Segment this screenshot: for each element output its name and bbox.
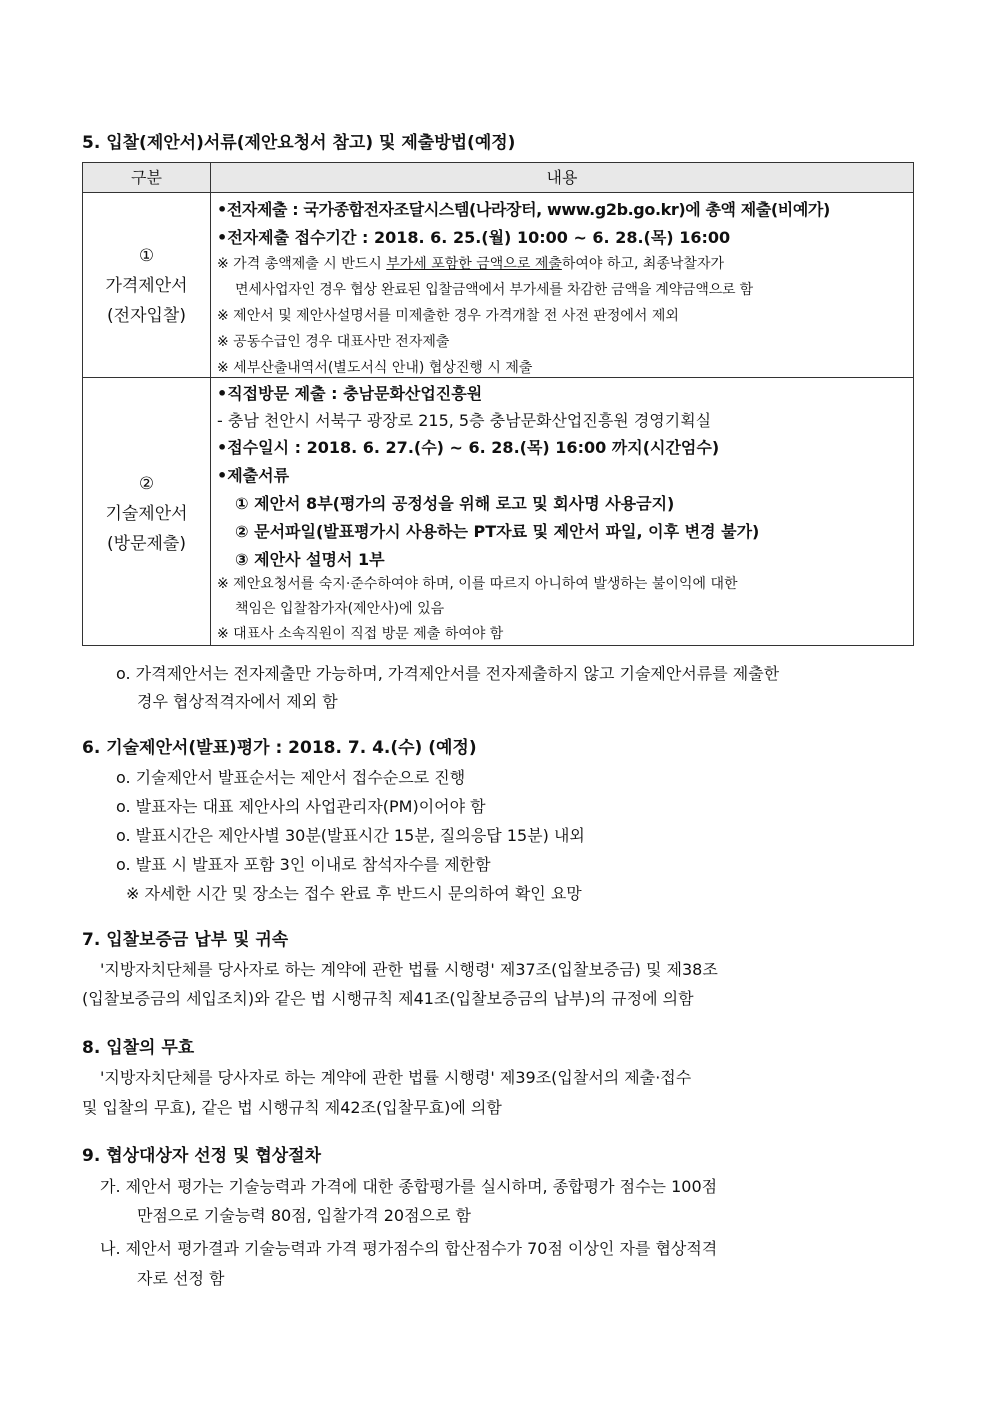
table-header-divider <box>83 192 913 193</box>
row2-doc-3: ③ 제안사 설명서 1부 <box>235 550 385 569</box>
row2-number: ② <box>138 474 155 494</box>
table-column-divider <box>210 163 211 645</box>
section-8-line-1: '지방자치단체를 당사자로 하는 계약에 관한 법률 시행령' 제39조(입찰서의 제출·접수 <box>100 1068 692 1087</box>
row2-doc-1: ① 제안서 8부(평가의 공정성을 위해 로고 및 회사명 사용금지) <box>235 494 675 513</box>
row1-note-2: ※ 제안서 및 제안사설명서를 미제출한 경우 가격개찰 전 사전 판정에서 제외 <box>217 308 679 324</box>
row2-note-1: ※ 제안요청서를 숙지·준수하여야 하며, 이를 따르지 아니하여 발생하는 불이익에 대한 <box>217 576 738 592</box>
row2-doc-2: ② 문서파일(발표평가시 사용하는 PT자료 및 제안서 파일, 이후 변경 불가) <box>235 522 760 541</box>
row2-note-1-cont: 책임은 입찰참가자(제안사)에 있음 <box>235 601 445 617</box>
row2-line-visit: •직접방문 제출 : 충남문화산업진흥원 <box>217 384 483 403</box>
row1-name: 가격제안서 <box>105 276 188 296</box>
table-header-content: 내용 <box>546 168 578 187</box>
section-6-note: ※ 자세한 시간 및 장소는 접수 완료 후 반드시 문의하여 확인 요망 <box>126 884 582 903</box>
section-5-remark-1: o. 가격제안서는 전자제출만 가능하며, 가격제안서를 전자제출하지 않고 기술제안서류를 제출한 <box>116 664 780 683</box>
vat-included-emphasis: 부가세 포함한 금액으로 제출 <box>386 256 562 272</box>
section-6-item-2: o. 발표자는 대표 제안사의 사업관리자(PM)이어야 함 <box>116 797 486 816</box>
section-6-item-4: o. 발표 시 발표자 포함 3인 이내로 참석자수를 제한함 <box>116 855 491 874</box>
section-7-line-2: (입찰보증금의 세입조치)와 같은 법 시행규칙 제41조(입찰보증금의 납부)의 규정에 의함 <box>82 989 694 1008</box>
section-7-line-1: '지방자치단체를 당사자로 하는 계약에 관한 법률 시행령' 제37조(입찰보증금) 및 제38조 <box>100 960 718 979</box>
row1-note-1: ※ 가격 총액제출 시 반드시 부가세 포함한 금액으로 제출하여야 하고, 최종낙찰자가 <box>217 256 724 272</box>
row2-note-2: ※ 대표사 소속직원이 직접 방문 제출 하여야 함 <box>217 626 504 642</box>
row2-line-docs: •제출서류 <box>217 466 290 485</box>
section-9-title: 9. 협상대상자 선정 및 협상절차 <box>82 1146 322 1166</box>
row1-line-e-submit: •전자제출 : 국가종합전자조달시스템(나라장터, www.g2b.go.kr)에 총액 제출(비예가) <box>217 200 830 219</box>
section-9-item-b-2: 자로 선정 함 <box>137 1269 225 1288</box>
row1-note-3: ※ 공동수급인 경우 대표사만 전자제출 <box>217 334 450 350</box>
row2-name: 기술제안서 <box>105 504 188 524</box>
section-8-line-2: 및 입찰의 무효), 같은 법 시행규칙 제42조(입찰무효)에 의함 <box>82 1098 502 1117</box>
section-6-item-3: o. 발표시간은 제안사별 30분(발표시간 15분, 질의응답 15분) 내외 <box>116 826 585 845</box>
section-9-item-b-1: 나. 제안서 평가결과 기술능력과 가격 평가점수의 합산점수가 70점 이상인 자를 협상적격 <box>100 1239 718 1258</box>
section-9-item-a-1: 가. 제안서 평가는 기술능력과 가격에 대한 종합평가를 실시하며, 종합평가 점수는 100점 <box>100 1177 718 1196</box>
section-7-title: 7. 입찰보증금 납부 및 귀속 <box>82 930 289 950</box>
row2-method: (방문제출) <box>107 534 186 554</box>
row1-note-4: ※ 세부산출내역서(별도서식 안내) 협상진행 시 제출 <box>217 360 533 376</box>
section-5-title: 5. 입찰(제안서)서류(제안요청서 참고) 및 제출방법(예정) <box>82 133 516 153</box>
submission-table <box>82 162 914 646</box>
section-6-title: 6. 기술제안서(발표)평가 : 2018. 7. 4.(수) (예정) <box>82 738 477 758</box>
row2-line-address: - 충남 천안시 서북구 광장로 215, 5층 충남문화산업진흥원 경영기획실 <box>217 411 712 430</box>
section-6-item-1: o. 기술제안서 발표순서는 제안서 접수순으로 진행 <box>116 768 466 787</box>
section-9-item-a-2: 만점으로 기술능력 80점, 입찰가격 20점으로 함 <box>137 1206 471 1225</box>
section-5-remark-2: 경우 협상적격자에서 제외 함 <box>137 692 338 711</box>
row1-number: ① <box>138 246 155 266</box>
table-header-category: 구분 <box>131 168 162 187</box>
row2-line-period: •접수일시 : 2018. 6. 27.(수) ~ 6. 28.(목) 16:00 까지(시간엄수) <box>217 438 720 457</box>
table-row-divider <box>83 377 913 378</box>
row1-line-period: •전자제출 접수기간 : 2018. 6. 25.(월) 10:00 ~ 6. 28.(목) 16:00 <box>217 228 731 247</box>
row1-note-1-cont: 면세사업자인 경우 협상 완료된 입찰금액에서 부가세를 차감한 금액을 계약금액으로 함 <box>235 282 753 298</box>
section-8-title: 8. 입찰의 무효 <box>82 1038 195 1058</box>
row1-method: (전자입찰) <box>107 306 186 326</box>
